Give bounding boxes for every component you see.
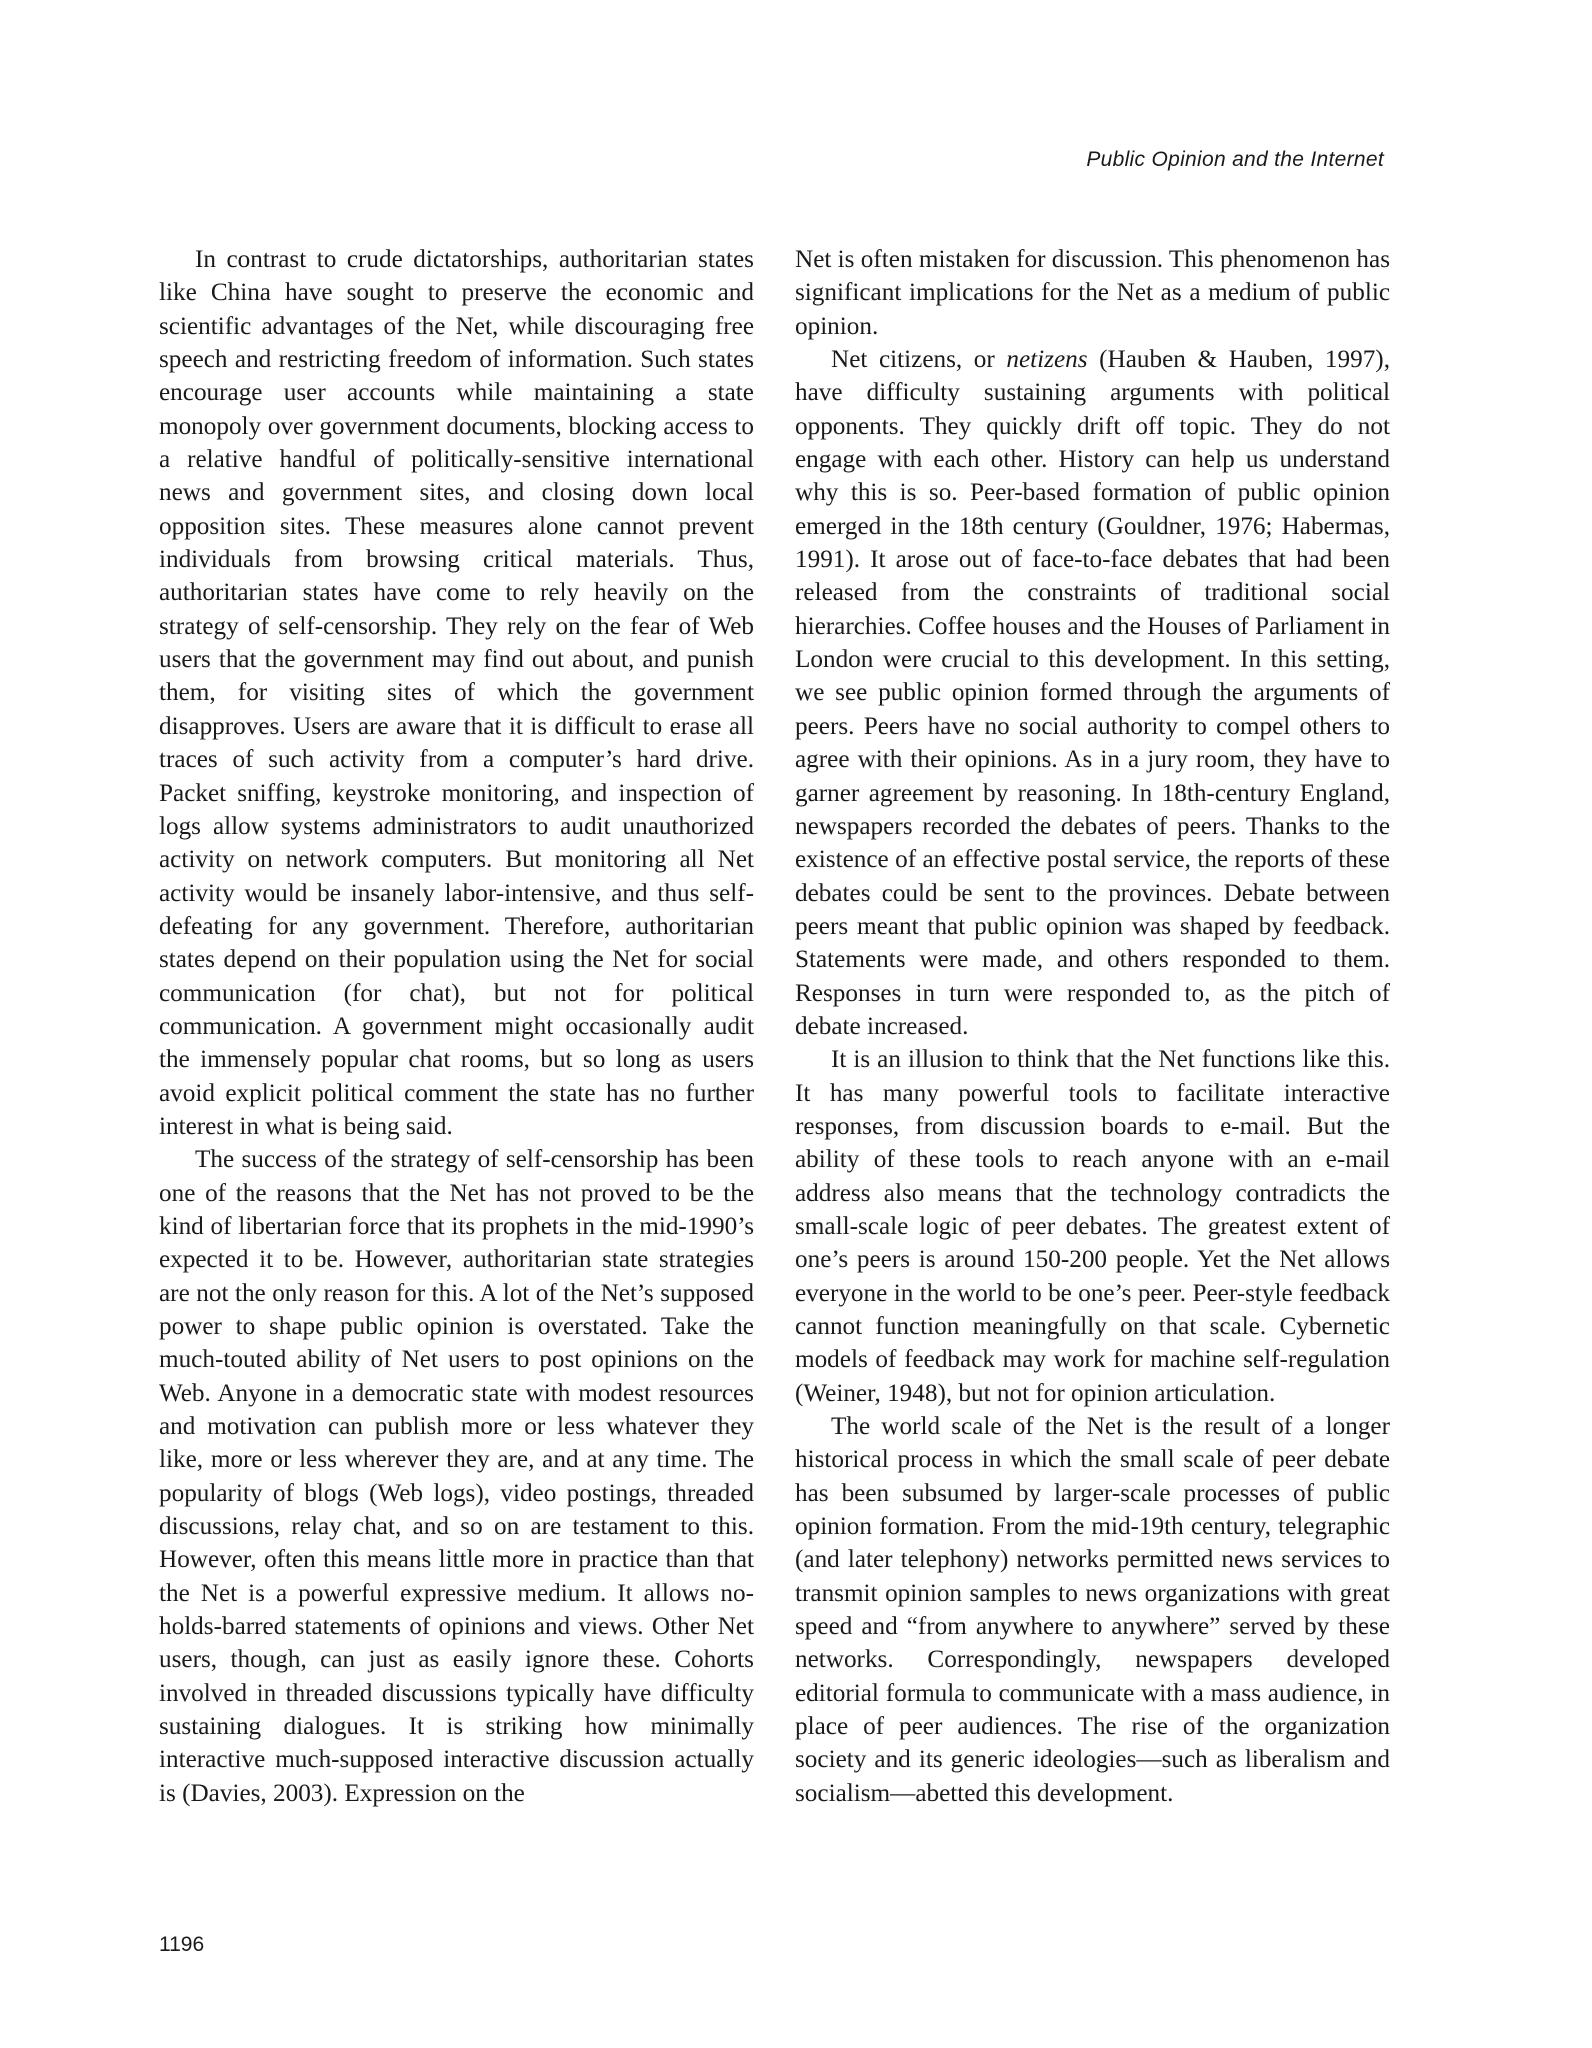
paragraph-authoritarian-states: In contrast to crude dictatorships, authoritarian states like China have sought to preserve the economic and scientific advantages of the Net, while discouraging free speech and restricting freedom of information. Such states encourage user accounts while maintaining a state monopoly over government documents, blocking access to a relative handful of politically-sensitive international news and government sites, and closing down local opposition sites. These measures alone cannot prevent individuals from browsing critical materials. Thus, authoritarian states have come to rely heavily on the strategy of self-censorship. They rely on the fear of Web users that the government may find out about, and punish them, for visiting sites of which the government disapproves. Users are aware that it is difficult to erase all traces of such activity from a computer’s hard drive. Packet sniffing, keystroke monitoring, and inspection of logs allow systems administrators to audit unauthorized activity on network computers. But monitoring all Net activity would be insanely labor-intensive, and thus self-defeating for any government. Therefore, authoritarian states depend on their population using the Net for social communication (for chat), but not for political communication. A government might occasionally audit the immensely popular chat rooms, but so long as users avoid explicit political comment the state has no further interest in what is being said. [159,246,754,1140]
netizens-term: netizens [1006,346,1088,374]
paragraph-netizens [795,343,1390,1043]
netizens-body: (Hauben & Hauben, 1997), have difficulty sustaining arguments with political opponents. They quickly drift off topic. They do not engage with each other. History can help us understand why this is so. Peer-based formation of public opinion emerged in the 18th century (Gouldner, 1976; Habermas, 1991). It arose out of face-to-face debates that had been released from the constraints of traditional social hierarchies. Coffee houses and the Houses of Parliament in London were crucial to this development. In this setting, we see public opinion formed through the arguments of peers. Peers have no social authority to compel others to agree with their opinions. As in a jury room, they have to garner agreement by reasoning. In 18th-century England, newspapers recorded the debates of peers. Thanks to the existence of an effective postal service, the reports of these debates could be sent to the provinces. Debate between peers meant that public opinion was shaped by feedback. Statements were made, and others responded to them. Responses in turn were responded to, as the pitch of debate increased. [795,346,1390,1040]
paragraph-illusion: It is an illusion to think that the Net functions like this. It has many powerful tools to facilitate interactive responses, from discussion boards to e-mail. But the ability of these tools to reach anyone with an e-mail address also means that the technology contradicts the small-scale logic of peer debates. The greatest extent of one’s peers is around 150-200 people. Yet the Net allows everyone in the world to be one’s peer. Peer-style feedback cannot function meaningfully on that scale. Cybernetic models of feedback may work for machine self-regulation (Weiner, 1948), but not for opinion articulation. [795,1046,1390,1407]
page-number: 1196 [159,1933,205,1956]
paragraph-world-scale: The world scale of the Net is the result of a longer historical process in which the small scale of peer debate has been subsumed by larger-scale processes of public opinion formation. From the mid-19th century, telegraphic (and later telephony) networks permitted news services to transmit opinion samples to news organizations with great speed and “from anywhere to anywhere” served by these networks. Correspondingly, newspapers developed editorial formula to communicate with a mass audience, in place of peer audiences. The rise of the organization society and its generic ideologies—such as liberalism and socialism—abetted this development. [795,1413,1390,1807]
netizens-intro: Net citizens, or [831,346,1007,374]
paragraph-self-censorship: The success of the strategy of self-censorship has been one of the reasons that the Net has not proved to be the kind of libertarian force that its prophets in the mid-1990’s expected it to be. However, authoritarian state strategies are not the only reason for this. A lot of the Net’s supposed power to shape public opinion is overstated. Take the much-touted ability of Net users to post opinions on the Web. Anyone in a democratic state with modest resources and motivation can publish more or less whatever they like, more or less wherever they are, and at any time. The popularity of blogs (Web logs), video postings, threaded discussions, relay chat, and so on are testament to this. However, often this means little more in practice than that the Net is a powerful expressive medium. It allows no-holds-barred statements of opinions and views. Other Net users, though, can just as easily ignore these. Cohorts involved in threaded discussions typically have difficulty sustaining dialogues. It is striking how minimally interactive much-supposed interactive discussion actually is (Davies, 2003). Expression on the [159,1146,754,1807]
running-head: Public Opinion and the Internet [1086,148,1384,171]
paragraph-continuation: Net is often mistaken for discussion. This phenomenon has significant implications for the Net as a medium of public opinion. [795,246,1390,340]
left-column [159,243,754,1810]
right-column [795,243,1390,1810]
